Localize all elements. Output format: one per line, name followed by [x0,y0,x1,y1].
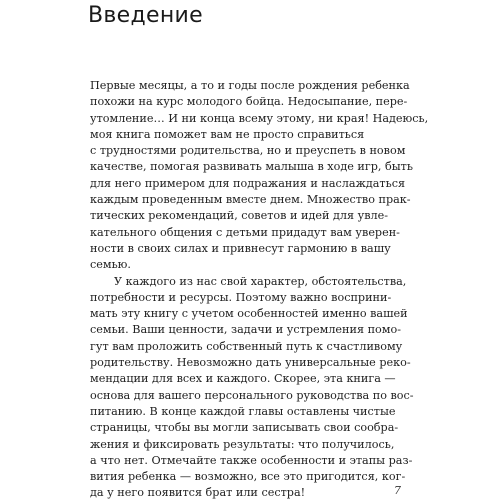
body-text [90,78,429,502]
text-line: ности в своих силах и привнесут гармонию в вашу [90,241,391,255]
text-line: Первые месяцы, а то и годы после рождения ребенка [90,79,410,92]
text-line: гут вам проложить собственный путь к счастливому [90,339,403,353]
text-line: потребности и ресурсы. Поэтому важно восприни- [90,290,392,304]
text-line: У каждого из нас свой характер, обстоятельства, [114,274,407,288]
text-line: да у него появится брат или сестра! [90,486,306,500]
text-line: питанию. В конце каждой главы оставлены чистые [90,404,396,418]
text-line: мать эту книгу с учетом особенностей именно вашей [90,307,408,321]
text-line: жения и фиксировать результаты: что получилось, [90,437,395,451]
text-line: с трудностями родительства, но и преуспеть в новом [90,144,406,158]
text-line: родительству. Невозможно дать универсальные реко- [90,356,411,370]
text-line: а что нет. Отмечайте также особенности и этапы раз- [90,453,413,467]
text-line: кательного общения с детьми придадут вам уверен- [90,225,400,239]
text-line: основа для вашего персонального руководства по вос- [90,388,414,402]
text-line: вития ребенка — возможно, все это пригодится, ког- [90,470,406,484]
paragraph-2 [90,274,412,502]
text-line: мендации для всех и каждого. Скорее, эта книга — [90,372,396,386]
paragraph-1 [90,78,429,274]
text-line: семью. [90,258,131,272]
text-line: для него примером для подражания и наслаждаться [90,176,406,190]
text-line: качестве, помогая развивать малыша в ходе игр, быть [90,160,413,174]
text-line: семьи. Ваши ценности, задачи и устремления помо- [90,323,401,337]
text-line: похожи на курс молодого бойца. Недосыпание, пере- [90,95,408,109]
page-number: 7 [394,484,401,497]
text-line: страницы, чтобы вы могли записывать свои сообра- [90,421,399,435]
text-line: моя книга поможет вам не просто справиться [90,127,365,141]
text-line: каждым проведенным вместе днем. Множество прак- [90,193,411,207]
page-title: Введение [88,3,203,28]
text-line: тических рекомендаций, советов и идей для увле- [90,209,388,223]
text-line: утомление… И ни конца всему этому, ни края! Надеюсь, [90,111,429,125]
